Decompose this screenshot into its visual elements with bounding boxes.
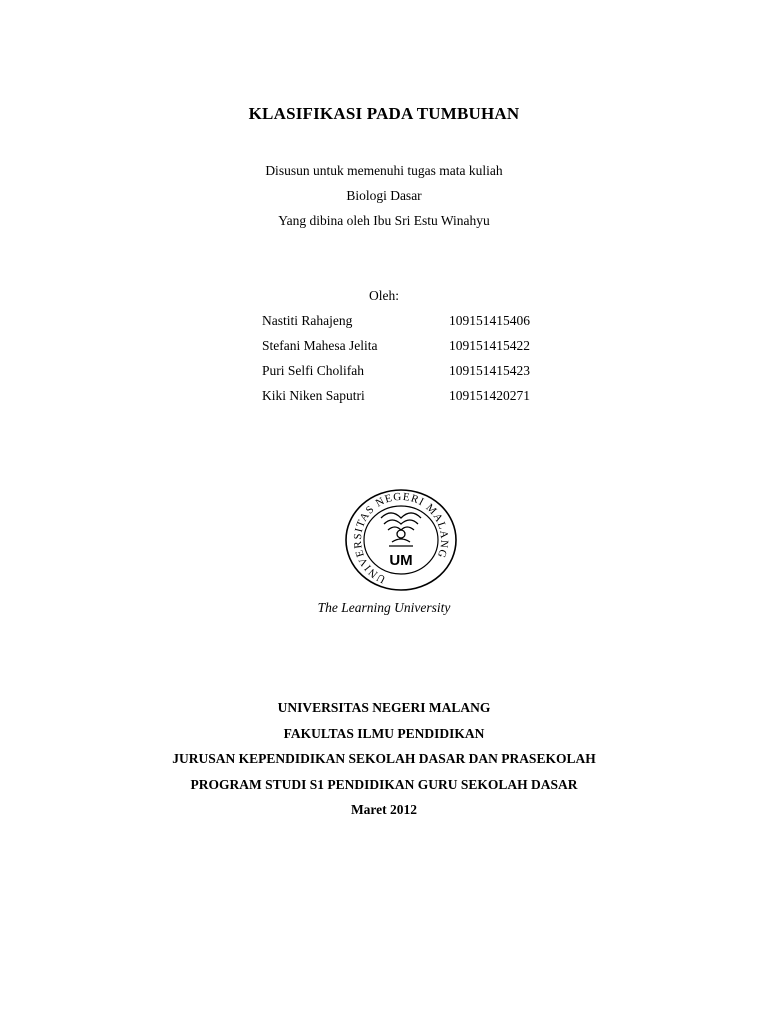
university-motto: The Learning University: [317, 600, 451, 615]
university-logo-icon: [344, 488, 458, 592]
member-row: [262, 313, 530, 338]
member-row: [262, 338, 530, 363]
logo-ring-text: UNIVERSITAS NEGERI MALANG: [351, 490, 451, 586]
footer-faculty: FAKULTAS ILMU PENDIDIKAN: [283, 726, 485, 741]
logo-initials: UM: [389, 552, 413, 569]
member-name: Nastiti Rahajeng: [262, 313, 353, 328]
footer-date: Maret 2012: [350, 802, 418, 817]
footer-university: UNIVERSITAS NEGERI MALANG: [277, 700, 491, 715]
subtitle-line-2: Biologi Dasar: [346, 188, 422, 203]
member-row: [262, 363, 530, 388]
member-name: Puri Selfi Cholifah: [262, 363, 364, 378]
document-title: KLASIFIKASI PADA TUMBUHAN: [248, 104, 520, 123]
member-nim: 109151420271: [449, 388, 530, 403]
member-row: [262, 388, 530, 413]
subtitle-line-1: Disusun untuk memenuhi tugas mata kuliah: [265, 163, 503, 178]
author-heading: Oleh:: [369, 288, 399, 303]
member-nim: 109151415422: [449, 338, 530, 353]
member-name: Stefani Mahesa Jelita: [262, 338, 378, 353]
footer-program: PROGRAM STUDI S1 PENDIDIKAN GURU SEKOLAH DASAR: [190, 777, 578, 792]
footer-department: JURUSAN KEPENDIDIKAN SEKOLAH DASAR DAN PRASEKOLAH: [172, 751, 596, 766]
member-list: [262, 313, 530, 413]
member-name: Kiki Niken Saputri: [262, 388, 365, 403]
member-nim: 109151415406: [449, 313, 530, 328]
subtitle-line-3: Yang dibina oleh Ibu Sri Estu Winahyu: [278, 213, 490, 228]
member-nim: 109151415423: [449, 363, 530, 378]
